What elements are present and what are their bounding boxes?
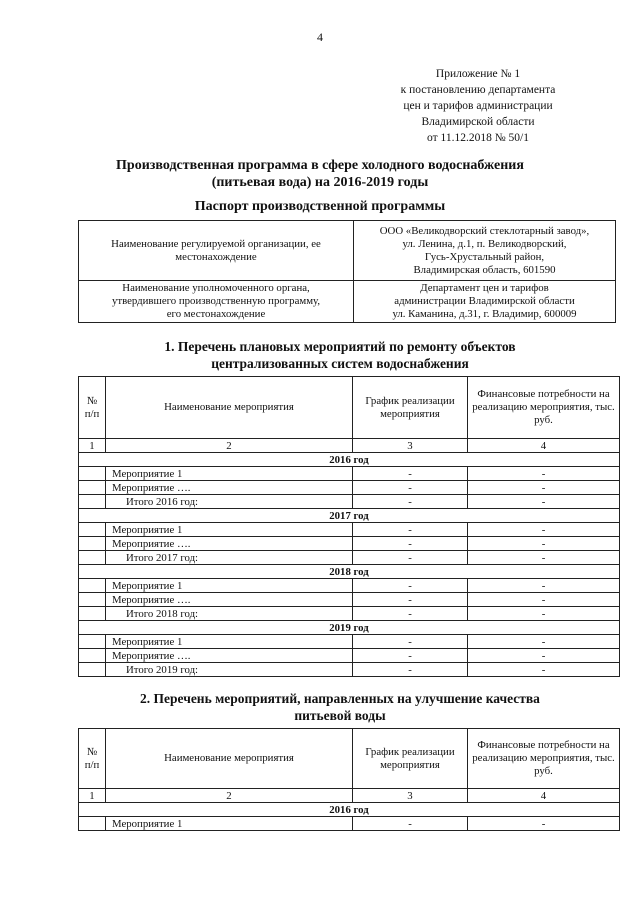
- table-row: [79, 635, 620, 649]
- finance-value: -: [468, 607, 620, 621]
- section-title-line: централизованных систем водоснабжения: [211, 356, 469, 371]
- col-number: 1: [79, 439, 106, 453]
- col-header-name: Наименование мероприятия: [106, 377, 353, 439]
- col-header-finance: Финансовые потребности на реализацию мероприятия, тыс. руб.: [468, 377, 620, 439]
- cell-num: [79, 593, 106, 607]
- col-number: 4: [468, 439, 620, 453]
- finance-value: -: [468, 495, 620, 509]
- measure-name: Мероприятие 1: [106, 635, 353, 649]
- table-row: [79, 649, 620, 663]
- col-header-schedule: График реализации мероприятия: [353, 729, 468, 789]
- cell-num: [79, 817, 106, 831]
- schedule-value: -: [353, 649, 468, 663]
- appendix-line: цен и тарифов администрации: [403, 100, 553, 112]
- cell-num: [79, 467, 106, 481]
- total-row: [79, 551, 620, 565]
- col-header-schedule: График реализации мероприятия: [353, 377, 468, 439]
- year-row: [79, 509, 620, 523]
- schedule-value: -: [353, 551, 468, 565]
- table-row: [79, 579, 620, 593]
- year-row: [79, 621, 620, 635]
- schedule-value: -: [353, 817, 468, 831]
- finance-value: -: [468, 467, 620, 481]
- total-row: [79, 663, 620, 677]
- title-line-2: (питьевая вода) на 2016-2019 годы: [211, 175, 429, 190]
- measure-name: Мероприятие ….: [106, 537, 353, 551]
- col-number: 3: [353, 439, 468, 453]
- total-row: [79, 607, 620, 621]
- value-line: ООО «Великодворский стеклотарный завод»,: [379, 224, 590, 237]
- cell-num: [79, 551, 106, 565]
- schedule-value: -: [353, 635, 468, 649]
- total-row: [79, 495, 620, 509]
- measure-name: Мероприятие ….: [106, 593, 353, 607]
- cell-num: [79, 579, 106, 593]
- total-label: Итого 2019 год:: [106, 663, 353, 677]
- table-row: [79, 467, 620, 481]
- section-title-line: 1. Перечень плановых мероприятий по ремонту объектов: [164, 339, 516, 354]
- table-header-row: [79, 729, 620, 789]
- table-row: [79, 523, 620, 537]
- cell-num: [79, 663, 106, 677]
- finance-value: -: [468, 537, 620, 551]
- finance-value: -: [468, 663, 620, 677]
- finance-value: -: [468, 649, 620, 663]
- cell-num: [79, 481, 106, 495]
- schedule-value: -: [353, 495, 468, 509]
- value-line: Гусь-Хрустальный район,: [424, 250, 545, 263]
- year-row: [79, 453, 620, 467]
- total-label: Итого 2017 год:: [106, 551, 353, 565]
- table-header-row: [79, 377, 620, 439]
- col-number: 3: [353, 789, 468, 803]
- measure-name: Мероприятие 1: [106, 523, 353, 537]
- label-line: его местонахождение: [166, 308, 266, 320]
- table-row: [79, 281, 616, 323]
- section2-title: [60, 690, 620, 724]
- finance-value: -: [468, 593, 620, 607]
- schedule-value: -: [353, 467, 468, 481]
- value-line: администрации Владимирской области: [394, 295, 575, 307]
- col-number: 2: [106, 789, 353, 803]
- table-repair-measures: [78, 376, 620, 677]
- schedule-value: -: [353, 593, 468, 607]
- passport-table: [78, 220, 616, 323]
- table-row: [79, 593, 620, 607]
- cell-num: [79, 635, 106, 649]
- value-line: Департамент цен и тарифов: [420, 282, 549, 294]
- year-label: 2016 год: [79, 453, 620, 467]
- section-title-line: питьевой воды: [294, 708, 386, 723]
- table-row: [79, 817, 620, 831]
- schedule-value: -: [353, 523, 468, 537]
- cell-num: [79, 537, 106, 551]
- cell-num: [79, 495, 106, 509]
- col-number: 2: [106, 439, 353, 453]
- year-label: 2018 год: [79, 565, 620, 579]
- table-row-numbers: [79, 439, 620, 453]
- passport-label: Наименование регулируемой организации, ее местонахождение: [79, 221, 354, 281]
- schedule-value: -: [353, 663, 468, 677]
- col-number: 1: [79, 789, 106, 803]
- finance-value: -: [468, 551, 620, 565]
- total-label: Итого 2016 год:: [106, 495, 353, 509]
- passport-label: [79, 281, 354, 323]
- title-line-1: Производственная программа в сфере холодного водоснабжения: [116, 158, 524, 173]
- measure-name: Мероприятие 1: [106, 579, 353, 593]
- col-number: 4: [468, 789, 620, 803]
- finance-value: -: [468, 817, 620, 831]
- value-line: ул. Каманина, д.31, г. Владимир, 600009: [392, 308, 577, 320]
- schedule-value: -: [353, 537, 468, 551]
- year-label: 2017 год: [79, 509, 620, 523]
- table-row: [79, 221, 616, 281]
- document-title: [0, 157, 640, 191]
- year-label: 2016 год: [79, 803, 620, 817]
- schedule-value: -: [353, 607, 468, 621]
- col-header-num: № п/п: [79, 729, 106, 789]
- section1-title: [60, 338, 620, 372]
- cell-num: [79, 607, 106, 621]
- table-row-numbers: [79, 789, 620, 803]
- value-line: Владимирская область, 601590: [413, 263, 556, 276]
- cell-num: [79, 523, 106, 537]
- value-line: ул. Ленина, д.1, п. Великодворский,: [402, 237, 567, 250]
- label-line: Наименование уполномоченного органа,: [122, 282, 310, 294]
- schedule-value: -: [353, 481, 468, 495]
- year-row: [79, 565, 620, 579]
- col-header-name: Наименование мероприятия: [106, 729, 353, 789]
- table-row: [79, 537, 620, 551]
- appendix-block: [378, 66, 578, 146]
- year-label: 2019 год: [79, 621, 620, 635]
- finance-value: -: [468, 523, 620, 537]
- passport-value: [354, 281, 616, 323]
- finance-value: -: [468, 579, 620, 593]
- appendix-line: к постановлению департамента: [400, 84, 556, 96]
- measure-name: Мероприятие ….: [106, 481, 353, 495]
- measure-name: Мероприятие 1: [106, 467, 353, 481]
- passport-value: [354, 221, 616, 281]
- passport-title: Паспорт производственной программы: [194, 199, 446, 214]
- page-number: 4: [317, 30, 323, 44]
- finance-value: -: [468, 635, 620, 649]
- appendix-line: Приложение № 1: [435, 68, 521, 80]
- total-label: Итого 2018 год:: [106, 607, 353, 621]
- appendix-line: от 11.12.2018 № 50/1: [427, 132, 529, 144]
- measure-name: Мероприятие ….: [106, 649, 353, 663]
- table-quality-measures: [78, 728, 620, 831]
- schedule-value: -: [353, 579, 468, 593]
- finance-value: -: [468, 481, 620, 495]
- measure-name: Мероприятие 1: [106, 817, 353, 831]
- section-title-line: 2. Перечень мероприятий, направленных на улучшение качества: [140, 691, 540, 706]
- col-header-finance: Финансовые потребности на реализацию мероприятия, тыс. руб.: [468, 729, 620, 789]
- year-row: [79, 803, 620, 817]
- table-row: [79, 481, 620, 495]
- cell-num: [79, 649, 106, 663]
- appendix-line: Владимирской области: [421, 116, 535, 128]
- col-header-num: № п/п: [79, 377, 106, 439]
- label-line: утвердившего производственную программу,: [111, 295, 321, 307]
